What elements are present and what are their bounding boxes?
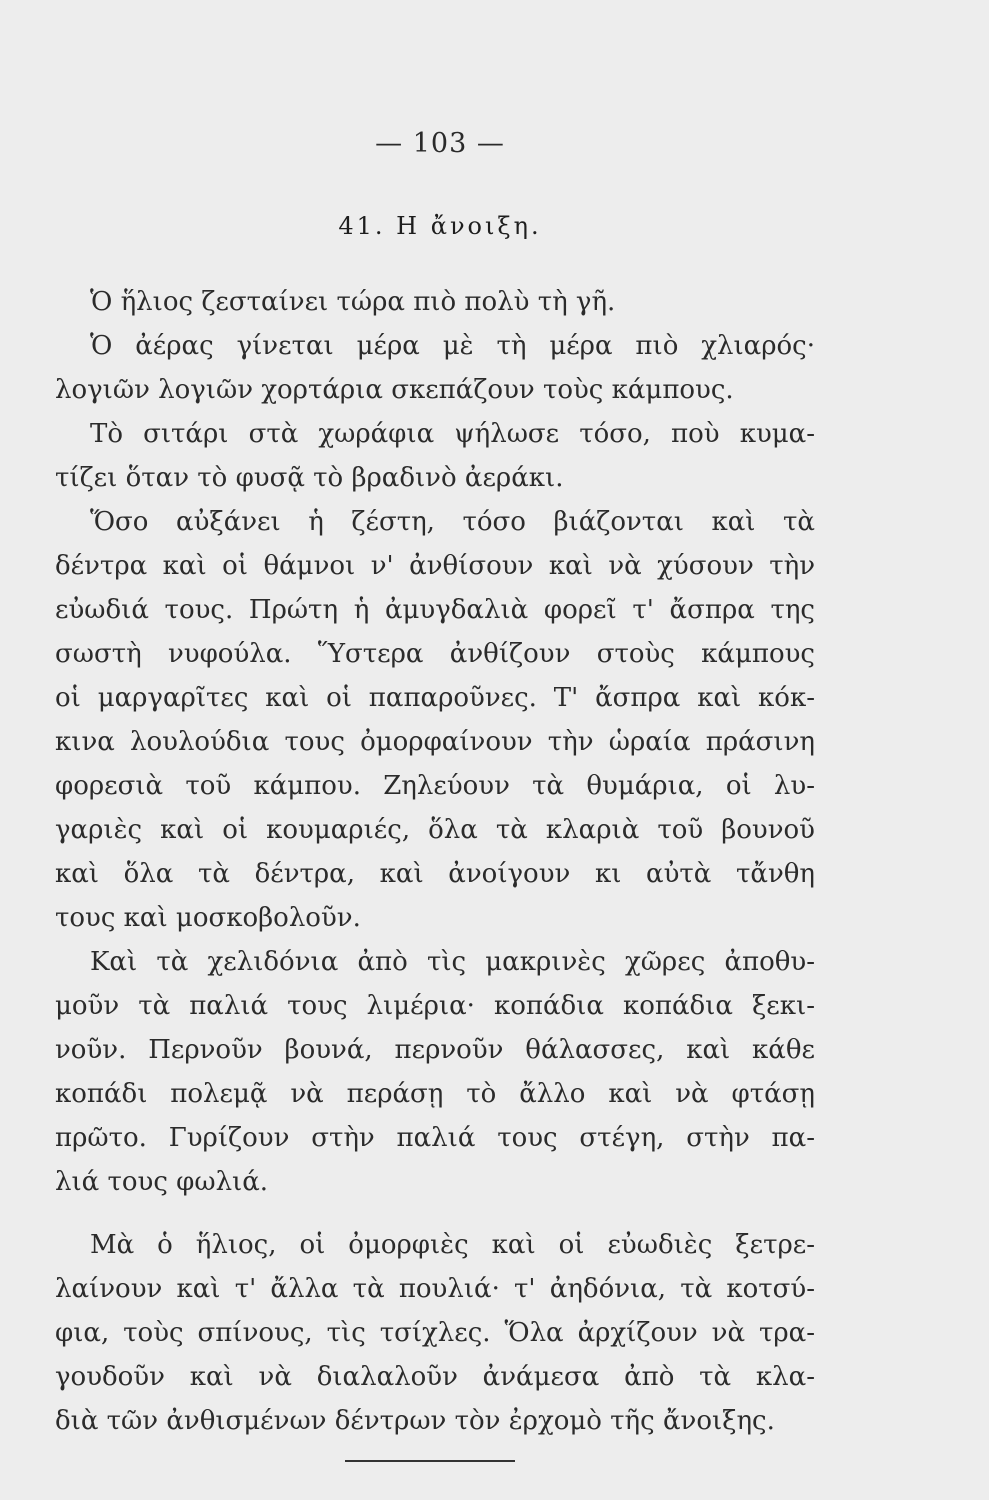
text-line: γουδοῦν καὶ νὰ διαλαλοῦν ἀνάμεσα ἀπὸ τὰ κλα- — [55, 1362, 815, 1392]
text-line: εὐωδιά τους. Πρώτη ἡ ἀμυγδαλιὰ φορεῖ τ' ἄσπρα της — [55, 595, 815, 625]
text-line: Ὁ ἥλιος ζεσταίνει τώρα πιὸ πολὺ τὴ γῆ. — [90, 287, 616, 317]
text-line: οἱ μαργαρῖτες καὶ οἱ παπαροῦνες. Τ' ἄσπρα καὶ κόκ- — [55, 683, 815, 713]
text-line: κινα λουλούδια τους ὀμορφαίνουν τὴν ὡραία πράσινη — [55, 727, 815, 757]
text-line: κοπάδι πολεμᾷ νὰ περάσῃ τὸ ἄλλο καὶ νὰ φτάσῃ — [55, 1079, 815, 1109]
text-line: Μὰ ὁ ἥλιος, οἱ ὀμορφιὲς καὶ οἱ εὐωδιὲς ξετρε- — [90, 1230, 815, 1260]
text-line: λαίνουν καὶ τ' ἄλλα τὰ πουλιά· τ' ἀηδόνια, τὰ κοτσύ- — [55, 1274, 815, 1304]
text-line: σωστὴ νυφούλα. Ὕστερα ἀνθίζουν στοὺς κάμπους — [55, 639, 815, 669]
page-number: — 103 — — [375, 128, 505, 159]
text-line: πρῶτο. Γυρίζουν στὴν παλιά τους στέγη, στὴν πα- — [55, 1123, 815, 1153]
text-line: Ὁ ἀέρας γίνεται μέρα μὲ τὴ μέρα πιὸ χλιαρός· — [90, 331, 815, 361]
text-line: Ὅσο αὐξάνει ἡ ζέστη, τόσο βιάζονται καὶ τὰ — [90, 507, 815, 537]
text-line: Καὶ τὰ χελιδόνια ἀπὸ τὶς μακρινὲς χῶρες ἀποθυ- — [90, 947, 815, 977]
chapter-title: 41. Η ἄνοιξη. — [338, 212, 542, 240]
text-line: τίζει ὅταν τὸ φυσᾷ τὸ βραδινὸ ἀεράκι. — [55, 463, 564, 493]
text-line: διὰ τῶν ἀνθισμένων δέντρων τὸν ἐρχομὸ τῆς ἄνοιξης. — [55, 1406, 775, 1436]
text-line: καὶ ὅλα τὰ δέντρα, καὶ ἀνοίγουν κι αὐτὰ τἄνθη — [55, 859, 815, 889]
text-line: δέντρα καὶ οἱ θάμνοι ν' ἀνθίσουν καὶ νὰ χύσουν τὴν — [55, 551, 815, 581]
text-line: γαριὲς καὶ οἱ κουμαριές, ὅλα τὰ κλαριὰ τοῦ βουνοῦ — [55, 815, 815, 845]
text-line: φια, τοὺς σπίνους, τὶς τσίχλες. Ὅλα ἀρχίζουν νὰ τρα- — [55, 1318, 815, 1348]
text-line: λιά τους φωλιά. — [55, 1167, 269, 1197]
text-line: φορεσιὰ τοῦ κάμπου. Ζηλεύουν τὰ θυμάρια, οἱ λυ- — [55, 771, 815, 801]
text-line: μοῦν τὰ παλιά τους λιμέρια· κοπάδια κοπάδια ξεκι- — [55, 991, 815, 1021]
text-line: τους καὶ μοσκοβολοῦν. — [55, 903, 361, 933]
text-line: νοῦν. Περνοῦν βουνά, περνοῦν θάλασσες, καὶ κάθε — [55, 1035, 815, 1065]
text-line: Τὸ σιτάρι στὰ χωράφια ψήλωσε τόσο, ποὺ κυμα- — [90, 419, 815, 449]
closing-rule — [345, 1460, 515, 1462]
text-line: λογιῶν λογιῶν χορτάρια σκεπάζουν τοὺς κάμπους. — [55, 375, 734, 405]
